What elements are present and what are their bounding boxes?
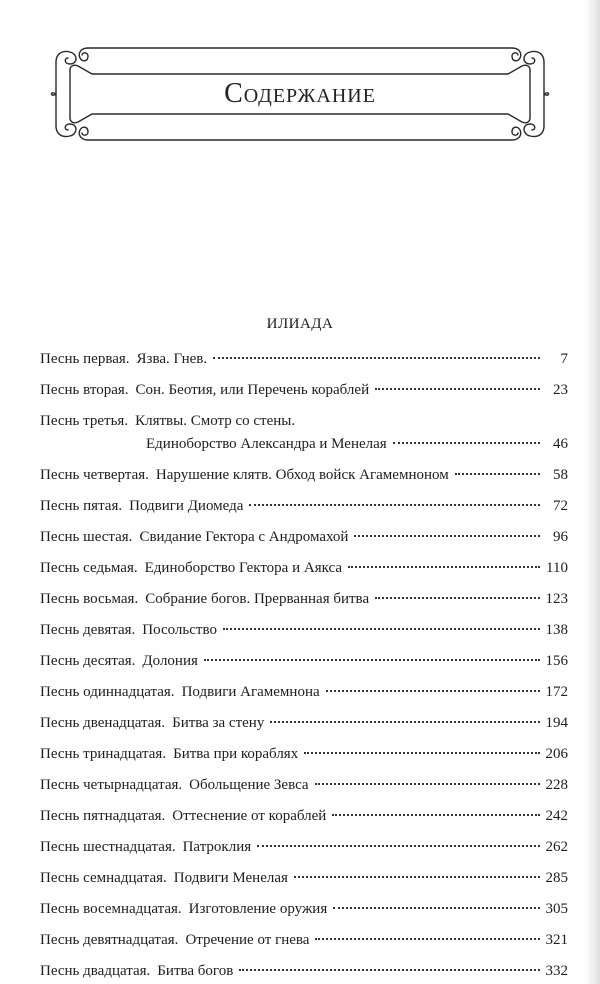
leader-dots xyxy=(204,658,540,661)
toc-entry-title: Битва за стену xyxy=(172,715,265,731)
toc-entry-number: Песнь девятая. xyxy=(40,622,136,638)
toc-entry-page: 96 xyxy=(553,529,568,545)
section-title: ИЛИАДА xyxy=(266,316,334,332)
toc-entry[interactable] xyxy=(40,871,568,886)
toc-entry-title: Патроклия xyxy=(182,839,252,855)
leader-dots xyxy=(326,689,540,692)
ornamental-frame xyxy=(48,40,552,148)
toc-entry-page: 123 xyxy=(545,591,568,607)
toc-entry-number: Песнь третья. xyxy=(40,413,129,429)
leader-dots xyxy=(333,906,539,909)
toc-entry-title: Битва богов xyxy=(157,963,234,979)
toc-entry-title: Собрание богов. Прерванная битва xyxy=(145,591,370,607)
toc-entry-number: Песнь одиннадцатая. xyxy=(40,684,175,700)
toc-entry-number: Песнь девятнадцатая. xyxy=(40,932,179,948)
toc-entry-title: Подвиги Менелая xyxy=(173,870,288,886)
leader-dots xyxy=(304,751,539,754)
toc-entry[interactable] xyxy=(40,592,568,607)
leader-dots xyxy=(239,968,539,971)
toc-entry-page: 206 xyxy=(545,746,568,762)
toc-entry-page: 138 xyxy=(545,622,568,638)
toc-entry[interactable] xyxy=(40,561,568,576)
toc-entry-number: Песнь десятая. xyxy=(40,653,136,669)
toc-entry-page: 305 xyxy=(545,901,568,917)
table-of-contents xyxy=(40,342,568,979)
toc-entry-title: Оттеснение от кораблей xyxy=(172,808,327,824)
leader-dots xyxy=(348,565,540,568)
toc-entry-page: 46 xyxy=(553,436,568,452)
leader-dots xyxy=(249,503,540,506)
leader-dots xyxy=(354,534,540,537)
toc-entry-title: Язва. Гнев. xyxy=(136,351,208,367)
toc-entry-page: 23 xyxy=(553,382,568,398)
toc-entry[interactable] xyxy=(40,685,568,700)
toc-entry[interactable] xyxy=(40,654,568,669)
toc-entry-title: Нарушение клятв. Обход войск Агамемноном xyxy=(155,467,449,483)
toc-entry-number: Песнь четырнадцатая. xyxy=(40,777,183,793)
leader-dots xyxy=(375,596,539,599)
leader-dots xyxy=(270,720,539,723)
toc-entry-title: Изготовление оружия xyxy=(188,901,328,917)
toc-entry[interactable] xyxy=(40,902,568,917)
toc-entry-page: 172 xyxy=(545,684,568,700)
toc-entry-number: Песнь тринадцатая. xyxy=(40,746,167,762)
toc-entry-title: Посольство xyxy=(142,622,217,638)
leader-dots xyxy=(223,627,540,630)
leader-dots xyxy=(332,813,539,816)
toc-entry[interactable] xyxy=(40,383,568,398)
leader-dots xyxy=(455,472,540,475)
toc-entry-title: Свидание Гектора с Андромахой xyxy=(139,529,349,545)
page-title: Содержание xyxy=(224,78,376,109)
toc-entry-page: 262 xyxy=(545,839,568,855)
toc-entry-number: Песнь четвертая. xyxy=(40,467,149,483)
toc-entry-page: 228 xyxy=(545,777,568,793)
toc-entry-number: Песнь пятнадцатая. xyxy=(40,808,166,824)
toc-entry-number: Песнь пятая. xyxy=(40,498,123,514)
toc-entry-page: 321 xyxy=(545,932,568,948)
toc-entry-page: 156 xyxy=(545,653,568,669)
toc-entry-page: 285 xyxy=(545,870,568,886)
toc-entry-title: Клятвы. Смотр со стены. xyxy=(135,413,296,429)
leader-dots xyxy=(315,782,540,785)
toc-entry-number: Песнь двенадцатая. xyxy=(40,715,166,731)
toc-entry-number: Песнь семнадцатая. xyxy=(40,870,167,886)
toc-entry[interactable] xyxy=(40,499,568,514)
toc-entry[interactable] xyxy=(40,964,568,979)
leader-dots xyxy=(393,441,540,444)
toc-entry-page: 7 xyxy=(560,351,568,367)
toc-entry-title: Отречение от гнева xyxy=(185,932,310,948)
toc-entry-number: Песнь восемнадцатая. xyxy=(40,901,182,917)
toc-entry-title: Долония xyxy=(142,653,198,669)
toc-entry-title: Обольщение Зевса xyxy=(189,777,309,793)
leader-dots xyxy=(213,356,540,359)
toc-entry[interactable] xyxy=(40,716,568,731)
toc-entry-title: Подвиги Диомеда xyxy=(129,498,244,514)
toc-entry[interactable] xyxy=(40,623,568,638)
leader-dots xyxy=(294,875,540,878)
toc-entry-number: Песнь шестая. xyxy=(40,529,133,545)
toc-entry-title: Единоборство Гектора и Аякса xyxy=(144,560,343,576)
toc-entry-number: Песнь первая. xyxy=(40,351,130,367)
toc-entry[interactable] xyxy=(40,747,568,762)
toc-entry[interactable] xyxy=(40,530,568,545)
toc-entry-page: 72 xyxy=(553,498,568,514)
toc-entry-number: Песнь двадцатая. xyxy=(40,963,151,979)
toc-entry-number: Песнь седьмая. xyxy=(40,560,138,576)
leader-dots xyxy=(375,387,540,390)
spine-shadow xyxy=(586,0,600,984)
toc-entry-page: 242 xyxy=(545,808,568,824)
toc-entry-number: Песнь шестнадцатая. xyxy=(40,839,176,855)
toc-entry[interactable] xyxy=(40,414,568,452)
toc-entry-page: 110 xyxy=(546,560,568,576)
toc-entry-title: Битва при кораблях xyxy=(173,746,299,762)
toc-entry-page: 58 xyxy=(553,467,568,483)
leader-dots xyxy=(315,937,539,940)
toc-entry[interactable] xyxy=(40,933,568,948)
toc-entry-number: Песнь вторая. xyxy=(40,382,129,398)
toc-entry-page: 332 xyxy=(545,963,568,979)
toc-entry[interactable] xyxy=(40,809,568,824)
toc-entry[interactable] xyxy=(40,778,568,793)
toc-entry-title: Сон. Беотия, или Перечень кораблей xyxy=(135,382,370,398)
toc-entry-number: Песнь восьмая. xyxy=(40,591,139,607)
leader-dots xyxy=(257,844,539,847)
toc-entry[interactable] xyxy=(40,468,568,483)
toc-entry[interactable] xyxy=(40,352,568,367)
toc-entry[interactable] xyxy=(40,840,568,855)
toc-entry-title-continued: Единоборство Александра и Менелая xyxy=(146,436,387,452)
toc-entry-title: Подвиги Агамемнона xyxy=(181,684,320,700)
toc-entry-page: 194 xyxy=(545,715,568,731)
